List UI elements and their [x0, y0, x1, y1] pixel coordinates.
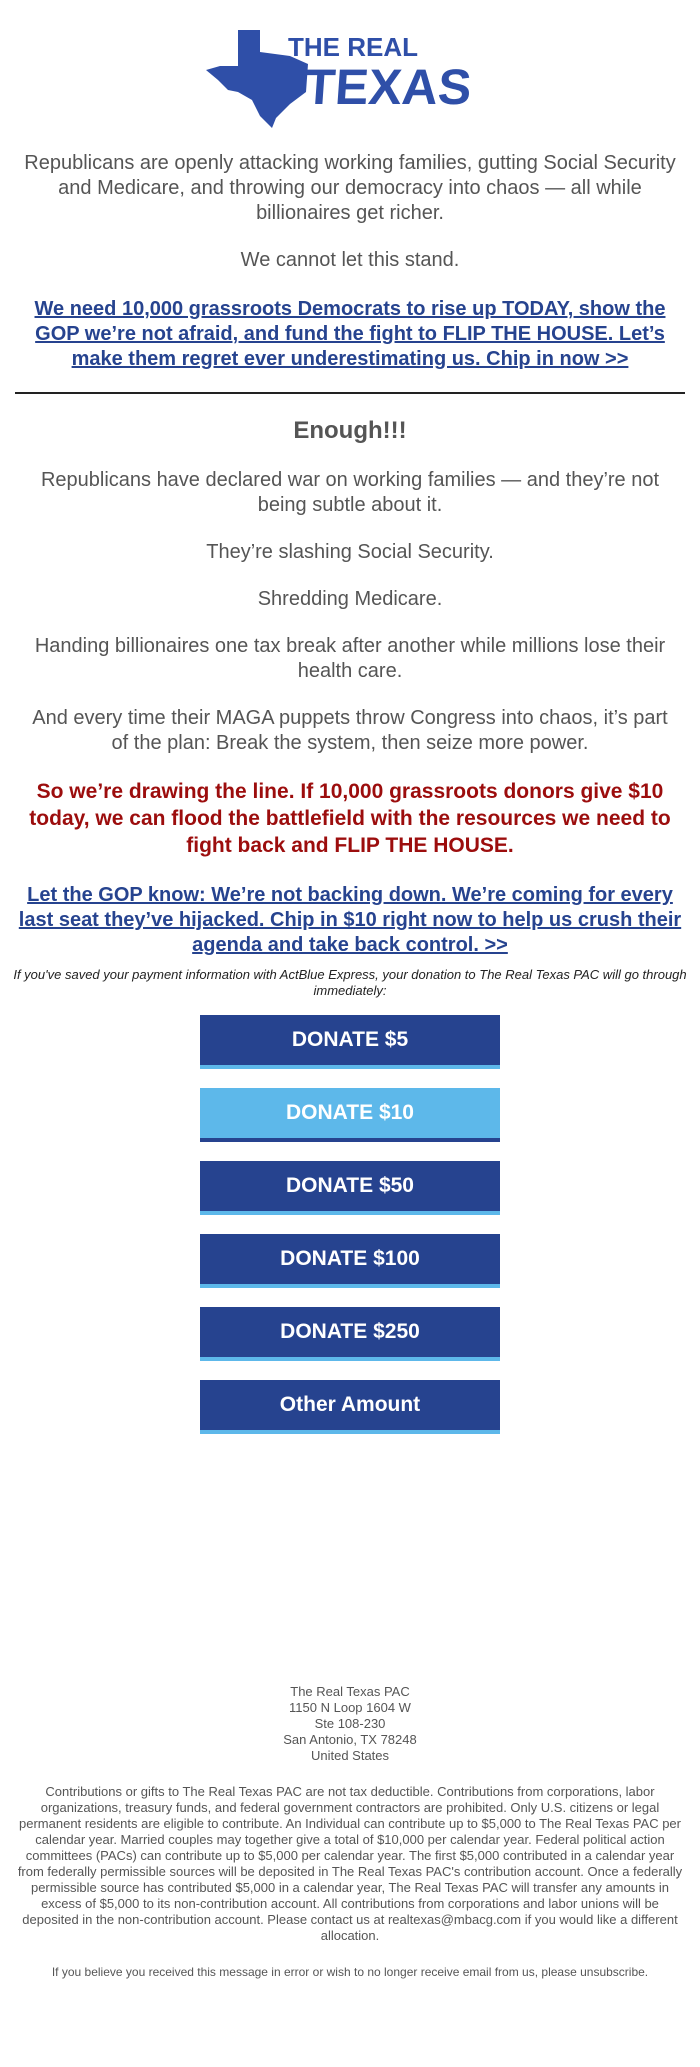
body-paragraph: Republicans have declared war on working families — and they’re not being subtle about it. — [40, 469, 660, 516]
unsubscribe-notice — [0, 1964, 700, 1980]
highlight-paragraph: So we’re drawing the line. If 10,000 grassroots donors give $10 today, we can flood the battlefield with the resources we need to fight back and FLIP THE HOUSE. — [29, 780, 671, 857]
footer-org-name: The Real Texas PAC — [290, 1684, 410, 1699]
body-paragraph: And every time their MAGA puppets throw Congress into chaos, it’s part of the plan: Break the system, then seize more power. — [32, 707, 668, 754]
donate-50-button[interactable]: DONATE $50 — [200, 1161, 500, 1215]
section-heading: Enough!!! — [293, 417, 407, 444]
intro-paragraph: Republicans are openly attacking working families, gutting Social Security and Medicare, and throwing our democracy into chaos — all while billionaires get richer. — [24, 152, 676, 224]
donate-250-button[interactable]: DONATE $250 — [200, 1307, 500, 1361]
body-paragraph: They’re slashing Social Security. — [206, 541, 494, 563]
other-amount-button[interactable]: Other Amount — [200, 1380, 500, 1434]
donate-button-list — [0, 1015, 700, 1434]
logo-text-line2: TEXAS — [302, 59, 474, 115]
legal-disclaimer: Contributions or gifts to The Real Texas PAC are not tax deductible. Contributions from corporations, labor organizations, treasury funds, and federal government contractors are prohibited. Only U.S. citizens or legal permanent residents are eligible to contribute. An Individual can contribute up to $5,000 to The Real Texas PAC per calendar year. Married couples may together give a total of $10,000 per calendar year. Federal political action committees (PACs) can contribute up to $5,000 per calendar year. The first $5,000 contributed in a calendar year from federally permissible sources will be deposited in The Real Texas PAC's contribution account. Once a federally permissible source has contributed $5,000 in a calendar year, The Real Texas PAC will transfer any amounts in excess of $5,000 to its non-contribution account. All contributions from corporations and labor unions will be deposited in the non-contribution account. Please contact us at realtexas@mbacg.com if you would like a different allocation. — [17, 1784, 683, 1943]
body-paragraph: Shredding Medicare. — [257, 588, 443, 610]
the-real-texas-logo[interactable] — [200, 0, 500, 132]
donate-10-button[interactable]: DONATE $10 — [200, 1088, 500, 1142]
intro-chip-in-link[interactable]: We need 10,000 grassroots Democrats to rise up TODAY, show the GOP we’re not afraid, and fund the fight to FLIP THE HOUSE. Let’s make them regret ever underestimating us. Chip in now >> — [34, 298, 666, 370]
donate-100-button[interactable]: DONATE $100 — [200, 1234, 500, 1288]
footer-city: San Antonio, TX 78248 — [283, 1732, 417, 1747]
section-divider — [15, 392, 685, 394]
footer-address-line: 1150 N Loop 1604 W — [289, 1700, 411, 1715]
footer-country: United States — [310, 1748, 390, 1763]
logo-text-line1: THE REAL — [288, 32, 418, 62]
body-paragraph: Handing billionaires one tax break after another while millions lose their health care. — [34, 635, 666, 682]
footer-address — [0, 1684, 700, 1764]
texas-map-icon — [200, 12, 500, 130]
intro-statement: We cannot let this stand. — [240, 249, 460, 271]
unsubscribe-link[interactable]: If you believe you received this message in error or wish to no longer receive email from us, please unsubscribe. — [51, 1965, 649, 1979]
actblue-express-note: If you've saved your payment information with ActBlue Express, your donation to The Real Texas PAC will go through immediately: — [13, 967, 687, 998]
donate-5-button[interactable]: DONATE $5 — [200, 1015, 500, 1069]
footer-address-line: Ste 108-230 — [314, 1716, 386, 1731]
main-chip-in-link[interactable]: Let the GOP know: We’re not backing down. We’re coming for every last seat they’ve hijacked. Chip in $10 right now to help us crush their agenda and take back control. >> — [18, 884, 682, 956]
